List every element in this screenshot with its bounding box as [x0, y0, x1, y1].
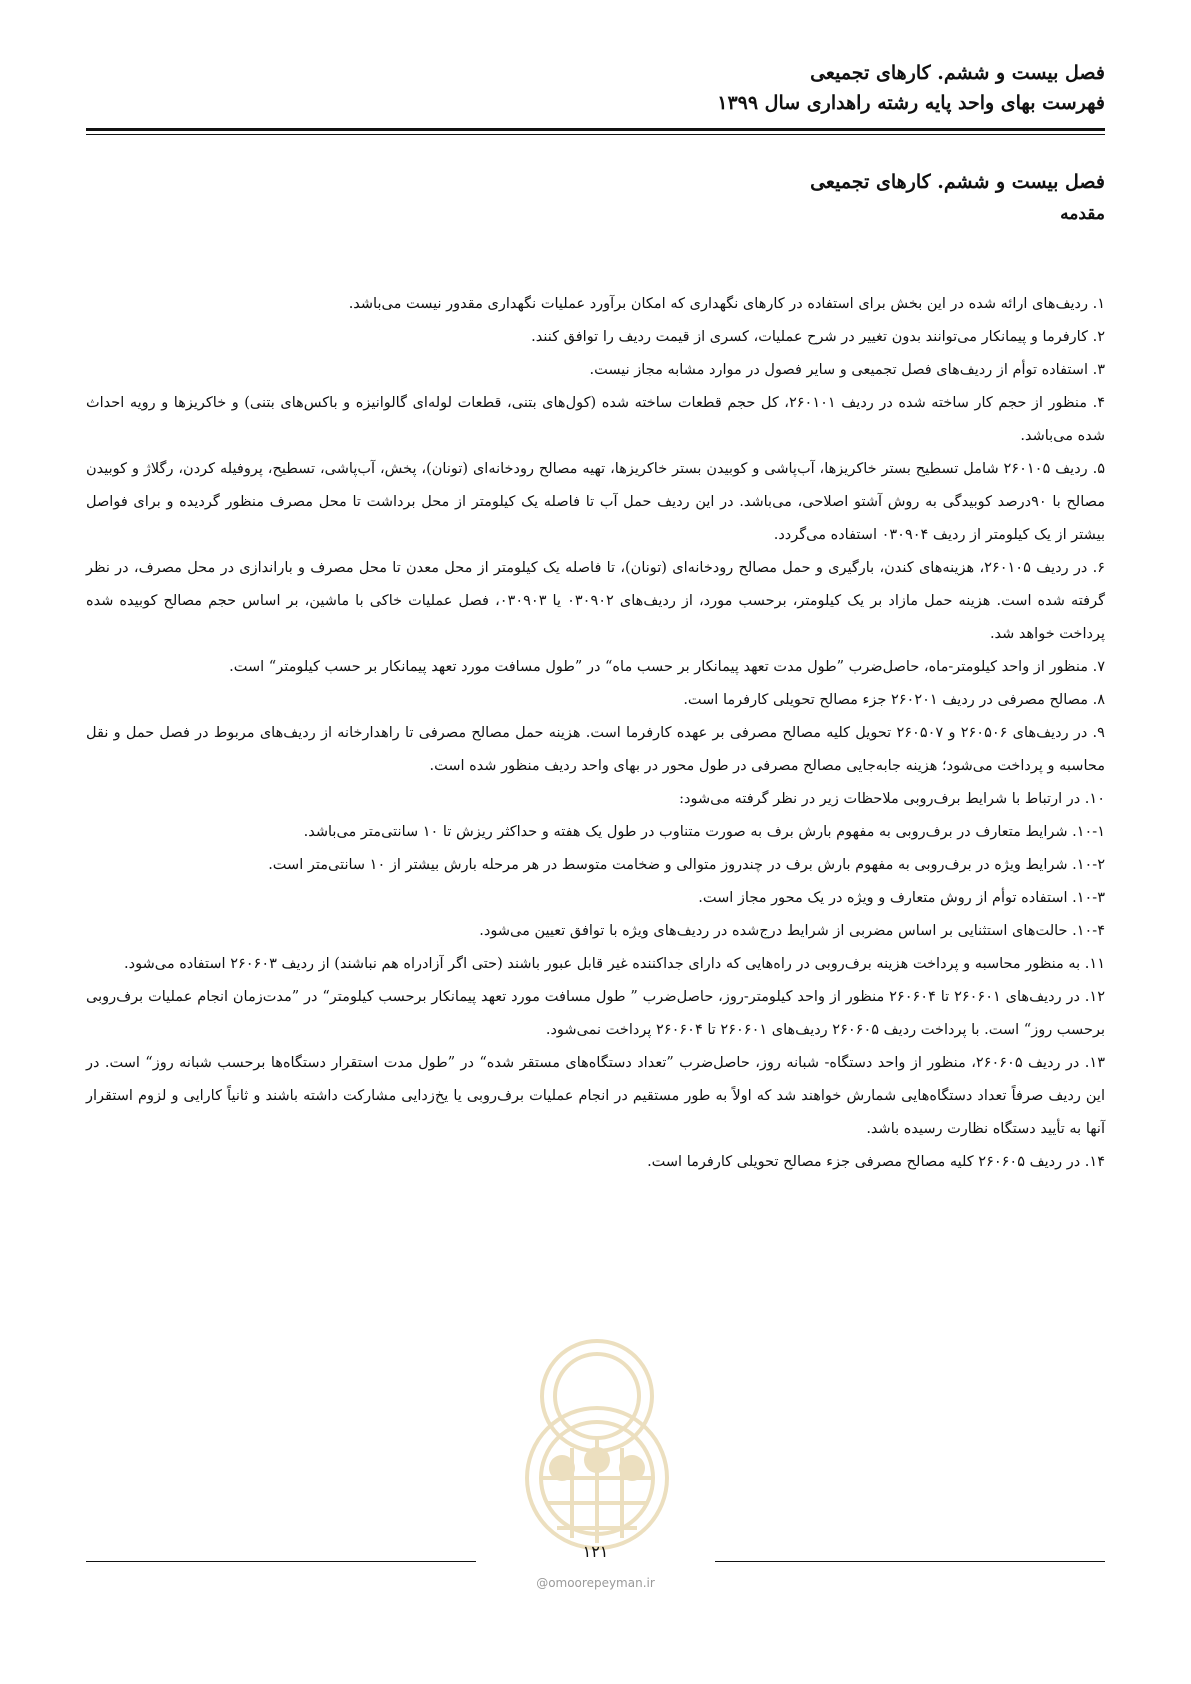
clause-10-1: ۱۰-۱. شرایط متعارف در برف‌روبی به مفهوم بارش برف به صورت متناوب در طول یک هفته و حداکثر ریزش تا ۱۰ سانتی‌متر می‌باشد.	[303, 824, 1105, 840]
clause-14: ۱۴. در ردیف ۲۶۰۶۰۵ کلیه مصالح مصرفی جزء مصالح تحویلی کارفرما است.	[647, 1154, 1105, 1170]
clause-9: ۹. در ردیف‌های ۲۶۰۵۰۶ و ۲۶۰۵۰۷ تحویل کلیه مصالح مصرفی بر عهده کارفرما است. هزینه حمل مصالح مصرفی تا راهدارخانه از ردیف‌های مربوط در فصل حمل و نقل محاسبه و پرداخت می‌شود؛ هزینه جابه‌جایی مصالح مصرفی در طول محور در بهای واحد ردیف منظور شده است.	[86, 725, 1105, 774]
clause-10-3: ۱۰-۳. استفاده توأم از روش متعارف و ویژه در یک محور مجاز است.	[698, 890, 1105, 906]
clause-8: ۸. مصالح مصرفی در ردیف ۲۶۰۲۰۱ جزء مصالح تحویلی کارفرما است.	[683, 692, 1105, 708]
clause-10: ۱۰. در ارتباط با شرایط برف‌روبی ملاحظات زیر در نظر گرفته می‌شود:	[679, 791, 1105, 807]
running-header-price-list: فهرست بهای واحد پایه رشته راهداری سال ۱۳۹۹	[717, 92, 1105, 114]
clause-6: ۶. در ردیف ۲۶۰۱۰۵، هزینه‌های کندن، بارگیری و حمل مصالح رودخانه‌ای (تونان)، تا فاصله یک کیلومتر از محل معدن تا محل مصرف و باراندازی در محل مصرف، در نظر گرفته شده است. هزینه حمل مازاد بر یک کیلومتر، برحسب مورد، از ردیف‌های ۰۳۰۹۰۲ یا ۰۳۰۹۰۳، فصل عملیات خاکی با ماشین، بر اساس حجم مصالح کوبیده شده پرداخت خواهد شد.	[86, 560, 1105, 642]
clause-3: ۳. استفاده توأم از ردیف‌های فصل تجمیعی و سایر فصول در موارد مشابه مجاز نیست.	[589, 362, 1105, 378]
header-rule-thick	[86, 128, 1105, 131]
clause-13: ۱۳. در ردیف ۲۶۰۶۰۵، منظور از واحد دستگاه- شبانه روز، حاصل‌ضرب ”تعداد دستگاه‌های مستقر شده“ در ”طول مدت استقرار دستگاه‌ها برحسب شبانه روز“ است. در این ردیف صرفاً تعداد دستگاه‌هایی شمارش خواهند شد که اولاً به طور مستقیم در انجام عملیات برف‌روبی یا یخ‌زدایی مشارکت داشته باشند و ثانیاً کارایی و لزوم استقرار آنها به تأیید دستگاه نظارت رسیده باشد.	[86, 1055, 1105, 1137]
seal-logo-watermark	[502, 1328, 692, 1558]
clause-2: ۲. کارفرما و پیمانکار می‌توانند بدون تغییر در شرح عملیات، کسری از قیمت ردیف را توافق کنند.	[531, 329, 1105, 345]
footer-rule-left	[86, 1561, 476, 1562]
clause-7: ۷. منظور از واحد کیلومتر-ماه، حاصل‌ضرب ”طول مدت تعهد پیمانکار بر حسب ماه“ در ”طول مسافت مورد تعهد پیمانکار بر حسب کیلومتر“ است.	[229, 659, 1105, 675]
clause-list	[86, 288, 1105, 1179]
introduction-heading: مقدمه	[1060, 204, 1105, 224]
clause-5: ۵. ردیف ۲۶۰۱۰۵ شامل تسطیح بستر خاکریزها، آب‌پاشی و کوبیدن بستر خاکریزها، تهیه مصالح رودخانه‌ای (تونان)، پخش، آب‌پاشی، تسطیح، پروفیله کردن، رگلاژ و کوبیدن مصالح با ۹۰درصد کوبیدگی به روش آشتو اصلاحی، می‌باشد. در این ردیف حمل آب تا فاصله یک کیلومتر از محل برداشت تا محل مصرف منظور گردیده و برای فواصل بیشتر از یک کیلومتر از ردیف ۰۳۰۹۰۴ استفاده می‌گردد.	[86, 461, 1105, 543]
clause-4: ۴. منظور از حجم کار ساخته شده در ردیف ۲۶۰۱۰۱، کل حجم قطعات ساخته شده (کول‌های بتنی، قطعات لوله‌ای گالوانیزه و باکس‌های بتنی) و خاکریزها و رویه احداث شده می‌باشد.	[86, 395, 1106, 444]
clause-12: ۱۲. در ردیف‌های ۲۶۰۶۰۱ تا ۲۶۰۶۰۴ منظور از واحد کیلومتر-روز، حاصل‌ضرب ” طول مسافت مورد تعهد پیمانکار برحسب کیلومتر“ در ”مدت‌زمان انجام عملیات برف‌روبی برحسب روز“ است. با پرداخت ردیف ۲۶۰۶۰۵ ردیف‌های ۲۶۰۶۰۱ تا ۲۶۰۶۰۴ پرداخت نمی‌شود.	[86, 989, 1105, 1038]
page-header	[86, 58, 1105, 118]
footer-rule-right	[715, 1561, 1105, 1562]
clause-10-4: ۱۰-۴. حالت‌های استثنایی بر اساس مضربی از شرایط درج‌شده در ردیف‌های ویژه با توافق تعیین می‌شود.	[479, 923, 1105, 939]
page-number: ۱۲۱	[582, 1542, 609, 1561]
chapter-title: فصل بیست و ششم. کارهای تجمیعی	[810, 171, 1105, 193]
website-watermark: @omoorepeyman.ir	[536, 1576, 655, 1590]
clause-1: ۱. ردیف‌های ارائه شده در این بخش برای استفاده در کارهای نگهداری که امکان برآورد عملیات نگهداری مقدور نیست می‌باشد.	[348, 296, 1105, 312]
clause-10-2: ۱۰-۲. شرایط ویژه در برف‌روبی به مفهوم بارش برف در چندروز متوالی و ضخامت متوسط در هر مرحله بارش بیشتر از ۱۰ سانتی‌متر است.	[268, 857, 1105, 873]
clause-11: ۱۱. به منظور محاسبه و پرداخت هزینه برف‌روبی در راه‌هایی که دارای جداکننده غیر قابل عبور باشند (حتی اگر آزادراه هم نباشند) از ردیف ۲۶۰۶۰۳ استفاده می‌شود.	[124, 956, 1105, 972]
running-header-chapter: فصل بیست و ششم. کارهای تجمیعی	[810, 62, 1105, 84]
header-rule-thin	[86, 134, 1105, 135]
